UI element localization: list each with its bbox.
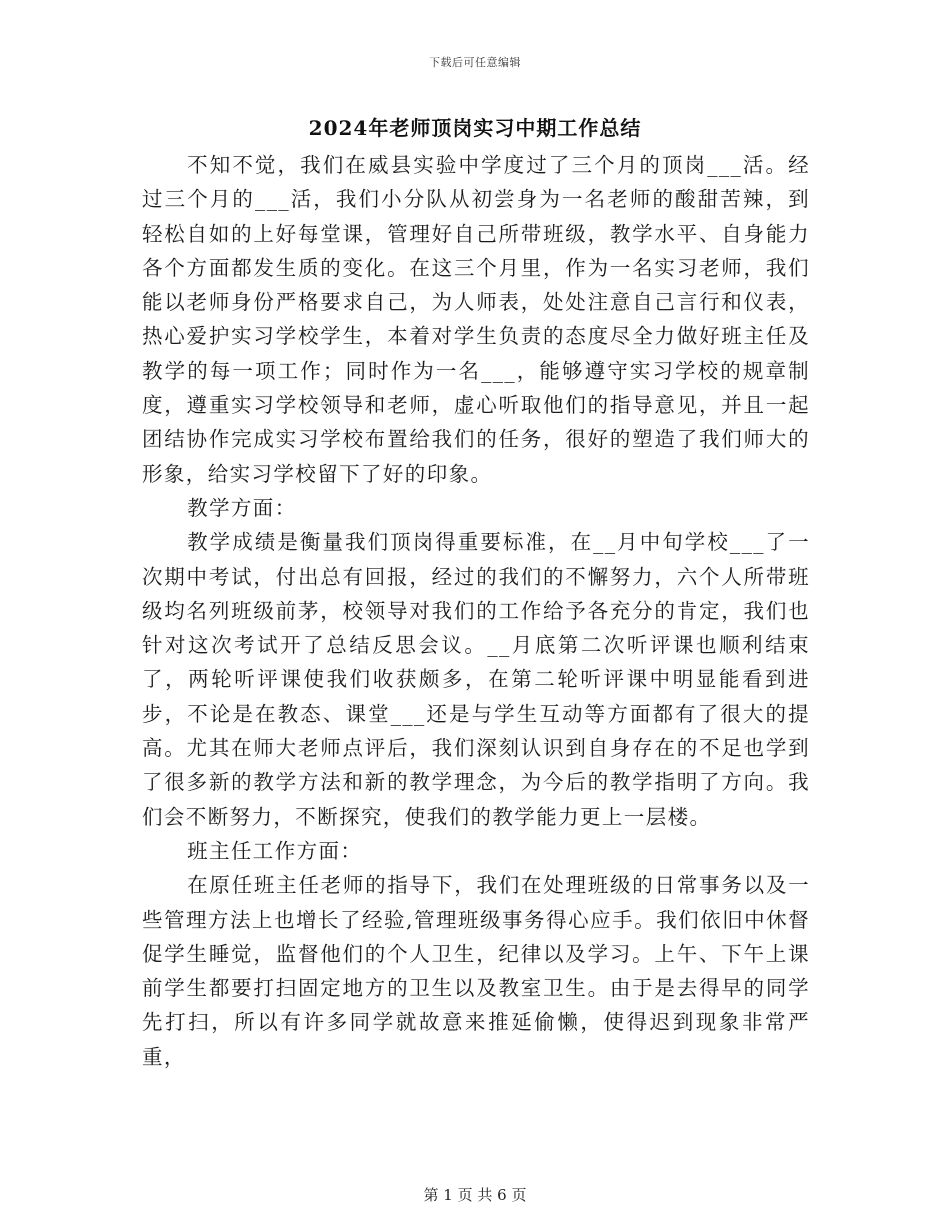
section-heading-class-teacher: 班主任工作方面：	[187, 838, 363, 863]
section-heading-teaching: 教学方面：	[187, 495, 297, 520]
document-body	[142, 148, 810, 1074]
paragraph-intro: 不知不觉，我们在威县实验中学度过了三个月的顶岗___活。经过三个月的___活，我们小分队从初尝身为一名老师的酸甜苦辣，到轻松自如的上好每堂课，管理好自己所带班级，教学水平、自身能力各个方面都发生质的变化。在这三个月里，作为一名实习老师，我们能以老师身份严格要求自己，为人师表，处处注意自己言行和仪表，热心爱护实习学校学生，本着对学生负责的态度尽全力做好班主任及教学的每一项工作；同时作为一名___，能够遵守实习学校的规章制度，遵重实习学校领导和老师，虚心听取他们的指导意见，并且一起团结协作完成实习学校布置给我们的任务，很好的塑造了我们师大的形象，给实习学校留下了好的印象。	[142, 153, 810, 486]
paragraph-teaching: 教学成绩是衡量我们顶岗得重要标准，在__月中旬学校___了一次期中考试，付出总有回报，经过的我们的不懈努力，六个人所带班级均名列班级前茅，校领导对我们的工作给予各充分的肯定，我们也针对这次考试开了总结反思会议。__月底第二次听评课也顺利结束了，两轮听评课使我们收获颇多，在第二轮听评课中明显能看到进步，不论是在教态、课堂___还是与学生互动等方面都有了很大的提高。尤其在师大老师点评后，我们深刻认识到自身存在的不足也学到了很多新的教学方法和新的教学理念，为今后的教学指明了方向。我们会不断努力，不断探究，使我们的教学能力更上一层楼。	[142, 530, 810, 829]
paragraph-class-teacher: 在原任班主任老师的指导下，我们在处理班级的日常事务以及一些管理方法上也增长了经验,管理班级事务得心应手。我们依旧中休督促学生睡觉，监督他们的个人卫生，纪律以及学习。上午、下午上课前学生都要打扫固定地方的卫生以及教室卫生。由于是去得早的同学先打扫，所以有许多同学就故意来推延偷懒，使得迟到现象非常严重，	[142, 873, 810, 1069]
page-header-note: 下载后可任意编辑	[429, 56, 521, 69]
page-number-footer: 第 1 页 共 6 页	[423, 1186, 527, 1204]
document-title: 2024年老师顶岗实习中期工作总结	[308, 116, 642, 140]
